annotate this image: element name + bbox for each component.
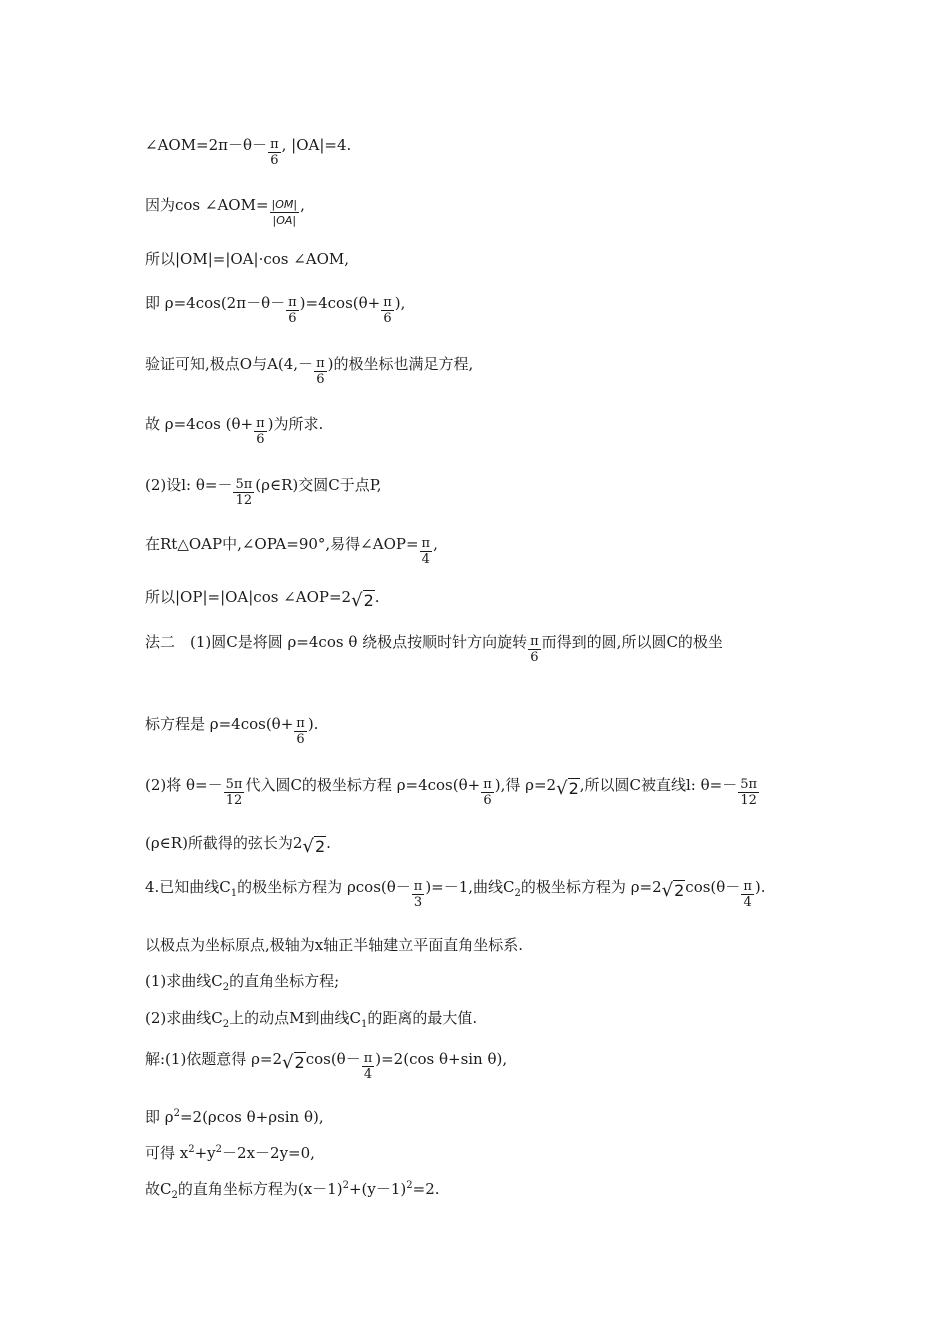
fraction: $\frac{5\pi}{12}$ <box>740 777 758 808</box>
line-cartesian: 可得 $x^2+y^2-2x-2y=0$, <box>145 1144 315 1162</box>
line-problem4: 4.已知曲线$C_1$的极坐标方程为 ρcos(θ－ $\frac{\pi}{3}$ )=－1,曲线$C_2$的极坐标方程为 ρ=2√2cos(θ－ $\frac{\pi}{4}$ ). <box>145 878 766 910</box>
line-question1: (1)求曲线$C_2$的直角坐标方程; <box>145 972 340 993</box>
line-method2-eq: 标方程是 ρ=4cos(θ+ $\frac{\pi}{6}$ ). <box>145 715 319 747</box>
fraction: $\frac{\pi}{4}$ <box>421 536 431 567</box>
line-cos-aom: 因为cos ∠AOM= $\frac{|OM|}{|OA|}$ , <box>145 196 305 227</box>
fraction: $\frac{\pi}{4}$ <box>743 879 752 910</box>
line-method2-part2: (2)将 θ=－ $\frac{5\pi}{12}$ 代入圆C的极坐标方程 ρ=4cos(θ+ $\frac{\pi}{6}$ ),得 ρ=2√2,所以圆C被直线l: θ=－ $\frac{5\pi}{12}$ <box>145 776 758 808</box>
fraction: $\frac{\pi}{6}$ <box>316 356 325 387</box>
fraction: $\frac{\pi}{6}$ <box>288 295 297 326</box>
fraction: $\frac{5\pi}{12}$ <box>235 477 253 508</box>
line-question2: (2)求曲线$C_2$上的动点M到曲线$C_1$的距离的最大值. <box>145 1009 478 1030</box>
line-rho-squared: 即 $\rho^2=2(\rho\cos$ θ+ρsin θ), <box>145 1108 324 1126</box>
fraction: $\frac{\pi}{4}$ <box>363 1051 373 1082</box>
line-c2-equation: 故$C_2$的直角坐标方程为$(x-1)^2+(y-1)^2=2$. <box>145 1180 440 1201</box>
radical-sign: √ <box>351 590 363 611</box>
line-part2: (2)设l: θ=－ $\frac{5\pi}{12}$ (ρ∈R)交圆C于点P, <box>145 476 382 508</box>
sqrt: √2 <box>302 836 326 857</box>
line-result: 故 ρ=4cos (θ+ $\frac{\pi}{6}$ )为所求. <box>145 415 324 447</box>
radical-sign: √ <box>302 836 314 857</box>
line-method2: 法二 (1)圆C是将圆 ρ=4cos θ 绕极点按顺时针方向旋转 $\frac{\pi}{6}$ 而得到的圆,所以圆C的极坐 <box>145 633 723 665</box>
fraction: $\frac{\pi}{6}$ <box>296 716 305 747</box>
fraction: $\frac{\pi}{3}$ <box>413 879 423 910</box>
line-rho-eq: 即 ρ=4cos(2π－θ－ $\frac{\pi}{6}$ )=4cos(θ+ $\frac{\pi}{6}$ ), <box>145 294 406 326</box>
line-solution1: 解:(1)依题意得 ρ=2√2cos(θ－ $\frac{\pi}{4}$ )=2(cos θ+sin θ), <box>145 1050 508 1082</box>
line-coordinate-system: 以极点为坐标原点,极轴为x轴正半轴建立平面直角坐标系. <box>145 936 523 954</box>
fraction: $\frac{|OM|}{|OA|}$ <box>271 198 298 227</box>
line-triangle: 在Rt△OAP中,∠OPA=90°,易得∠AOP= $\frac{\pi}{4}$ , <box>145 535 438 567</box>
line-om: 所以|OM|=|OA|·cos ∠AOM, <box>145 250 350 268</box>
fraction: $\frac{\pi}{6}$ <box>383 295 392 326</box>
radical-sign: √ <box>556 778 568 799</box>
sqrt: √2 <box>661 880 685 901</box>
sqrt: √2 <box>282 1052 305 1073</box>
sqrt: √2 <box>556 778 579 799</box>
fraction: $\frac{5\pi}{12}$ <box>225 777 243 808</box>
fraction: $\frac{\pi}{6}$ <box>483 777 492 808</box>
sqrt: √2 <box>351 590 374 611</box>
line-op: 所以|OP|=|OA|cos ∠AOP=2√2. <box>145 588 380 611</box>
fraction: $\frac{\pi}{6}$ <box>270 137 279 168</box>
radical-sign: √ <box>282 1052 294 1073</box>
line-angle-aom: ∠AOM=2π－θ－ $\frac{\pi}{6}$ , |OA|=4. <box>145 136 352 168</box>
line-chord: (ρ∈R)所截得的弦长为2√2. <box>145 834 331 857</box>
line-verify: 验证可知,极点O与A(4,－ $\frac{\pi}{6}$ )的极坐标也满足方程, <box>145 355 474 387</box>
fraction: $\frac{\pi}{6}$ <box>530 634 539 665</box>
radical-sign: √ <box>661 880 674 901</box>
fraction: $\frac{\pi}{6}$ <box>256 416 265 447</box>
